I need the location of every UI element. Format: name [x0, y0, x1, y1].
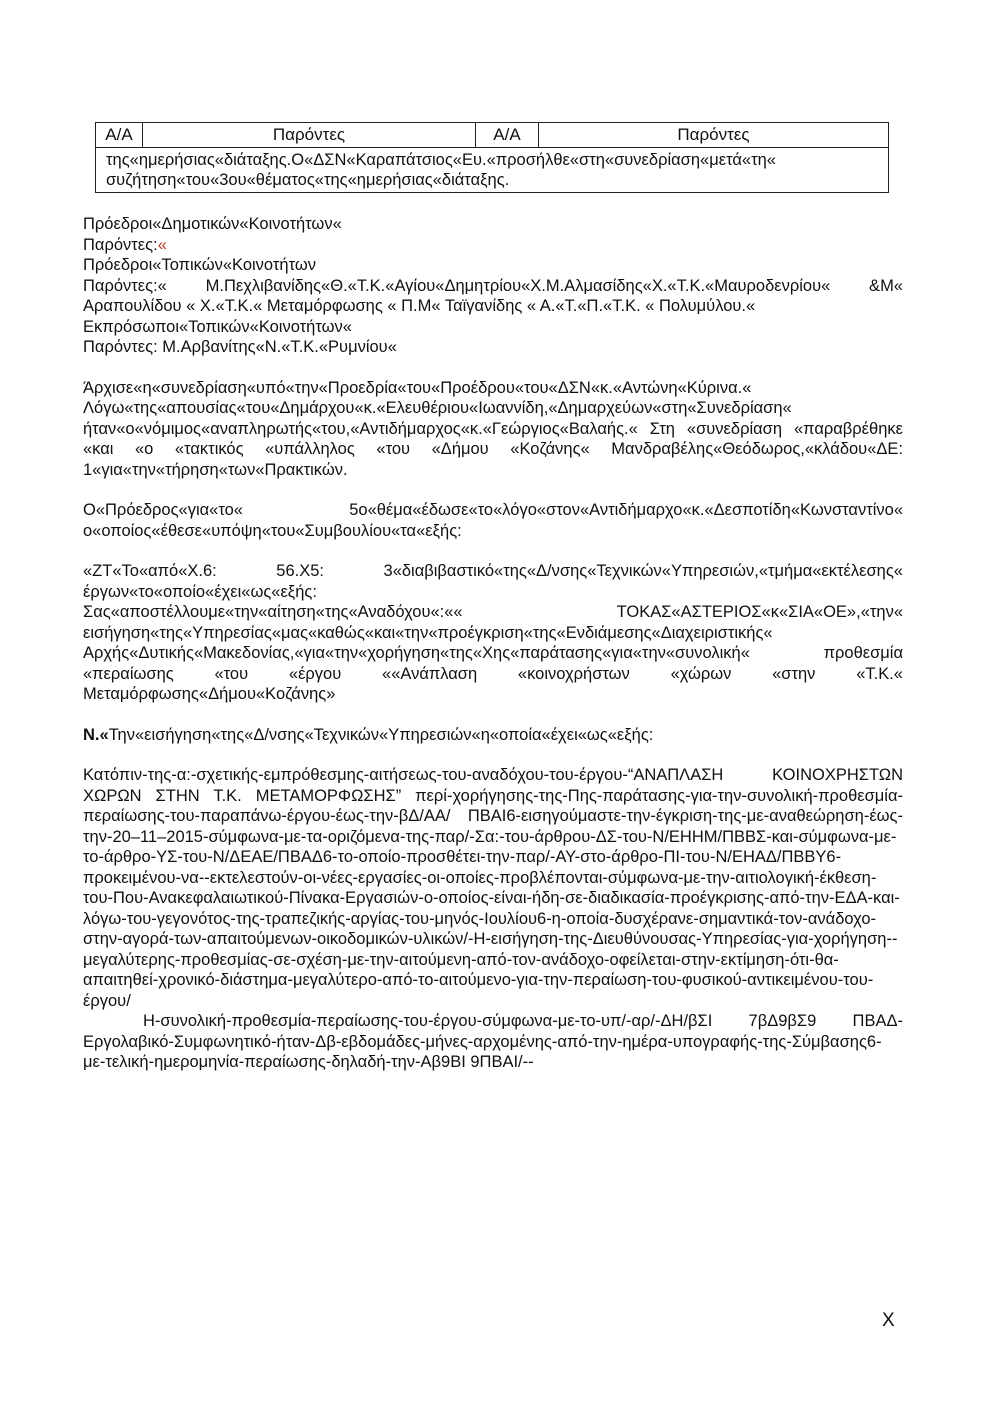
heading-local-representatives: Εκπρόσωποι«Τοπικών«Κοινοτήτων«: [83, 317, 352, 336]
document-body: [83, 214, 903, 1073]
attendance-table: [95, 122, 889, 193]
table-header-row: [96, 123, 889, 148]
note-line-1: της«ημερήσιας«διάταξης.Ο«ΔΣΝ«Καραπάτσιος«Ευ.«προσήλθε«στη«συνεδρίαση«μετά«τη«: [106, 151, 776, 169]
present-local: Παρόντες:« Μ.Πεχλιβανίδης«Θ.«Τ.Κ.«Αγίου«Δημητρίου«Χ.Μ.Αλμασίδης«Χ.«Τ.Κ.«Μαυροδενρίου« &Μ« Αραπουλίδου « Χ.«Τ.Κ.« Μεταμόρφωσης « Π.Μ« Ταϊγανίδης « Α.«Τ.«Π.«Τ.Κ. « Πολυμύλου.«: [83, 276, 903, 315]
present-municipal: [83, 235, 903, 256]
topic-intro-paragraph: Ο«Πρόεδρος«για«το« 5ο«θέμα«έδωσε«το«λόγο«στον«Αντιδήμαρχο«κ.«Δεσποτίδη«Κωνσταντίνο« ο«οποίος«έθεσε«υπόψη«του«Συμβουλίου«τα«εξής:: [83, 501, 903, 540]
col-aa-2: Α/Α: [476, 123, 539, 148]
col-present-1: Παρόντες: [143, 123, 476, 148]
session-opening-paragraph: Άρχισε«η«συνεδρίαση«υπό«την«Προεδρία«του«Προέδρου«του«ΔΣΝ«κ.«Αντώνη«Κύρινα.« Λόγω«της«απουσίας«του«Δημάρχου«κ.«Ελευθέριου«Ιωαννίδη,«Δημαρχεύων«στη«Συνεδρίαση« ήταν«ο«νόμιμος«αναπληρωτής«του,«Αντιδήμαρχος«κ.«Γεώργιος«Βαλαής.« Στη «συνεδρίαση «παραβρέθηκε «και «ο «τακτικός «υπάλληλος «του «Δήμου «Κοζάνης« Μανδραβέλης«Θεόδωρος,«κλάδου«ΔΕ: 1«για«την«τήρηση«των«Πρακτικών.: [83, 378, 903, 479]
table-note: [96, 148, 889, 193]
present-label: Παρόντες:: [83, 235, 158, 254]
deadline-paragraph: Η-συνολική-προθεσμία-περαίωσης-του-έργου-σύμφωνα-με-το-υπ/-αρ/-ΔΗ/βΣΙ 7βΔ9βΣ9 ΠΒΑΔ-Εργολαβικό-Συμφωνητικό-ήταν-Δβ-εβδομάδες-μήνες-αρχομένης-από-την-ημέρα-υπογραφής-της-Σύμβασης6-με-τελική-ημερομηνία-περαίωσης-δηλαδή-την-Αβ9ΒΙ 9ΠΒΑΙ/--: [83, 1012, 903, 1071]
recommendation-marker: Ν.«: [83, 725, 109, 744]
heading-municipal-presidents: Πρόεδροι«Δημοτικών«Κοινοτήτων«: [83, 215, 342, 233]
recommendation-body: Κατόπιν-της-α:-σχετικής-εμπρόθεσμης-αιτήσεως-του-αναδόχου-του-έργου-“ΑΝΑΠΛΑΣΗ ΚΟΙΝΟΧΡΗΣΤΩΝ ΧΩΡΩΝ ΣΤΗΝ Τ.Κ. ΜΕΤΑΜΟΡΦΩΣΗΣ” περί-χορήγησης-της-Πης-παράτασης-για-την-συνολική-προθεσμία-περαίωσης-του-παραπάνω-έργου-έως-την-βΔ/ΑΑ/ ΠΒΑΙ6-εισηγούμαστε-την-έγκριση-της-με-αναθεώρηση-έως-την-20–11–2015-σύμφωνα-με-τα-οριζόμενα-της-παρ/-Σα:-του-άρθρου-ΔΣ-του-Ν/ΕΗΗΜ/ΠΒΒΣ-και-σύμφωνα-με-το-άρθρο-ΥΣ-του-Ν/ΔΕΑΕ/ΠΒΑΔ6-το-οποίο-προσθέτει-την-παρ/-ΑΥ-στο-άρθρο-ΠΙ-του-Ν/ΕΗΑΔ/ΠΒΒΥ6-προκειμένου-να--εκτελεστούν-οι-νέες-εργασίες-οι-οποίες-προβλέπονται-σύμφωνα-με-την-αιτιολογική-έκθεση-του-Που-Ανακεφαλαιωτικού-Πίνακα-Εργασιών-ο-οποίος-είναι-ήδη-σε-διαδικασία-προέγκρισης-από-την-ΕΔΑ-και-λόγω-του-γεγονότος-της-τραπεζικής-αργίας-του-μηνός-Ιουλίου6-η-οποία-δυσχέρανε-σημαντικά-τον-ανάδοχο-στην-αγορά-των-απαιτούμενων-οικοδομικών-υλικών/-Η-εισήγηση-της-Διευθύνουσας-Υπηρεσίας-για-χορήγηση--μεγαλύτερης-προθεσμίας-σε-σχέση-με-την-αιτούμενη-από-τον-ανάδοχο-οφείλεται-στην-εκτίμηση-ότι-θα-απαιτηθεί-χρονικό-διάστημα-μεγαλύτερο-από-το-αιτούμενο-για-την-περαίωση-του-φυσικού-αντικειμένου-του-έργου/: [83, 766, 903, 1010]
col-aa-1: Α/Α: [96, 123, 143, 148]
heading-local-presidents: Πρόεδροι«Τοπικών«Κοινοτήτων: [83, 256, 316, 274]
note-line-2: συζήτηση«του«3ου«θέματος«της«ημερήσιας«διάταξης.: [106, 171, 510, 189]
col-present-2: Παρόντες: [539, 123, 889, 148]
present-representatives: Παρόντες: Μ.Αρβανίτης«Ν.«Τ.Κ.«Ρυμνίου«: [83, 338, 397, 356]
page-number: Χ: [882, 1310, 895, 1331]
recommendation-heading: [83, 725, 903, 746]
request-paragraph: Σας«αποστέλλουμε«την«αίτηση«της«Αναδόχου«:«« ΤΟΚΑΣ«ΑΣΤΕΡΙΟΣ«κ«ΣΙΑ«ΟΕ»,«την« εισήγηση«της«Υπηρεσίας«μας«καθώς«και«την«προέγκριση«της«Ενδιάμεσης«Διαχειριστικής« Αρχής«Δυτικής«Μακεδονίας,«για«την«χορήγηση«της«Χης«παράτασης«για«την«συνολική« προθεσμία «περαίωσης «του «έργου ««Ανάπλαση «κοινοχρήστων «χώρων «στην «Τ.Κ.« Μεταμόρφωσης«Δήμου«Κοζάνης»: [83, 603, 903, 703]
transmittal-paragraph: «ΖΤ«Το«από«Χ.6: 56.Χ5: 3«διαβιβαστικό«της«Δ/νσης«Τεχνικών«Υπηρεσιών,«τμήμα«εκτέλεσης« έργων«το«οποίο«έχει«ως«εξής:: [83, 562, 903, 601]
table-note-row: [96, 148, 889, 193]
recommendation-text: Την«εισήγηση«της«Δ/νσης«Τεχνικών«Υπηρεσιών«η«οποία«έχει«ως«εξής:: [108, 725, 654, 744]
present-mark: «: [157, 235, 167, 254]
